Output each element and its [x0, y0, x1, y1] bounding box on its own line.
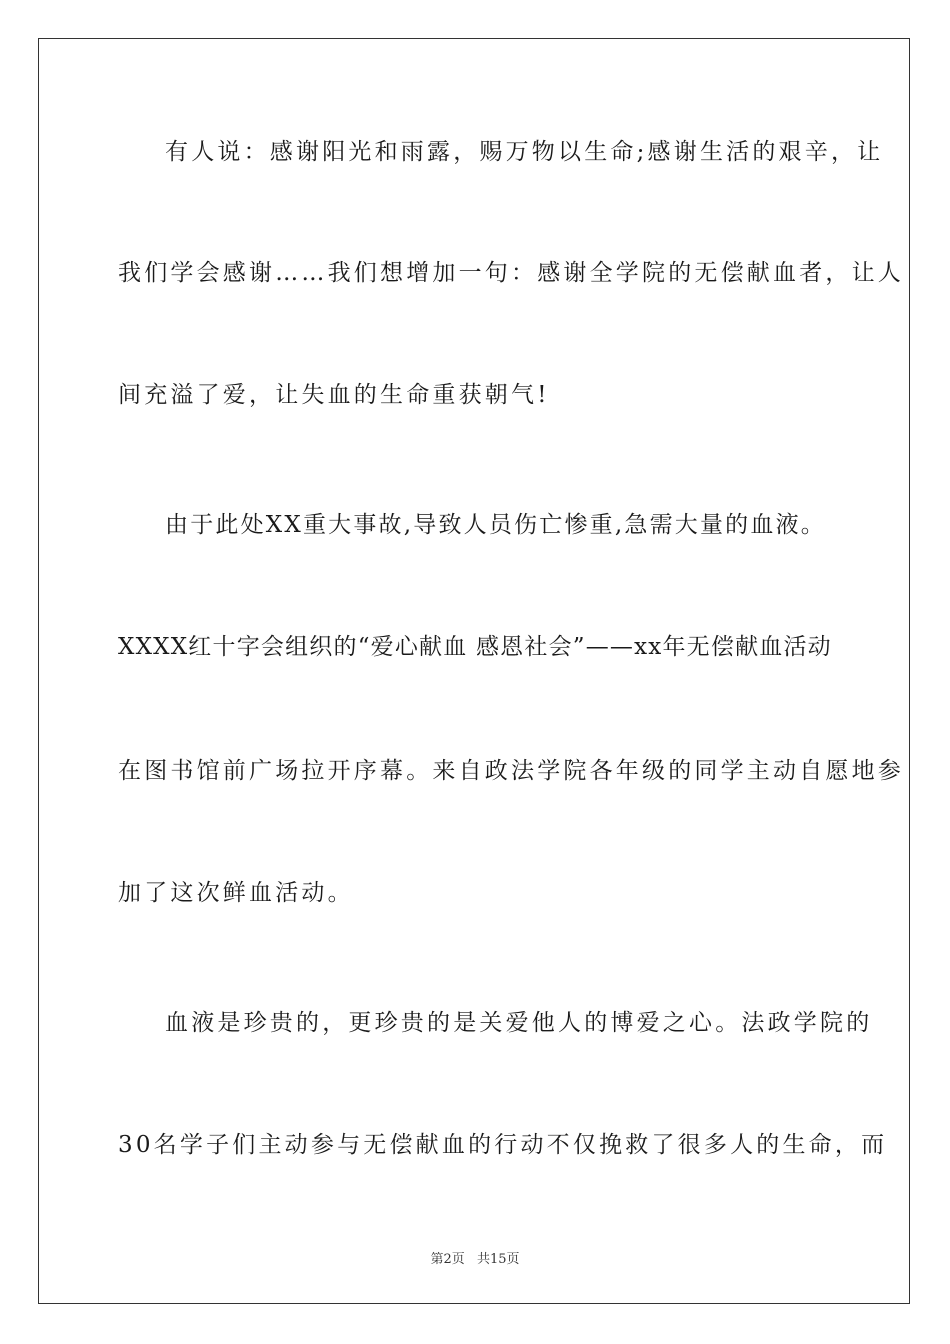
- paragraph-2-line-4: 加了这次鲜血活动。: [118, 880, 354, 906]
- paragraph-1-line-2: 我们学会感谢……我们想增加一句：感谢全学院的无偿献血者，让人: [118, 260, 904, 286]
- paragraph-2-line-2: XXXX红十字会组织的“爱心献血 感恩社会”——xx年无偿献血活动: [118, 634, 832, 660]
- paragraph-2-line-3: 在图书馆前广场拉开序幕。来自政法学院各年级的同学主动自愿地参: [118, 758, 904, 784]
- paragraph-3-line-2: 30名学子们主动参与无偿献血的行动不仅挽救了很多人的生命，而: [118, 1132, 888, 1158]
- page-footer: [0, 1248, 950, 1267]
- page-number-current: 第2页: [430, 1252, 465, 1267]
- page-number-total: 共15页: [476, 1252, 520, 1267]
- paragraph-1-line-3: 间充溢了爱，让失血的生命重获朝气!: [118, 382, 550, 408]
- paragraph-3-line-1: 血液是珍贵的，更珍贵的是关爱他人的博爱之心。法政学院的: [165, 1010, 873, 1036]
- paragraph-2-line-1: 由于此处XX重大事故,导致人员伤亡惨重,急需大量的血液。: [165, 512, 826, 538]
- page-border: [38, 38, 910, 1304]
- paragraph-1-line-1: 有人说：感谢阳光和雨露，赐万物以生命;感谢生活的艰辛，让: [165, 139, 884, 165]
